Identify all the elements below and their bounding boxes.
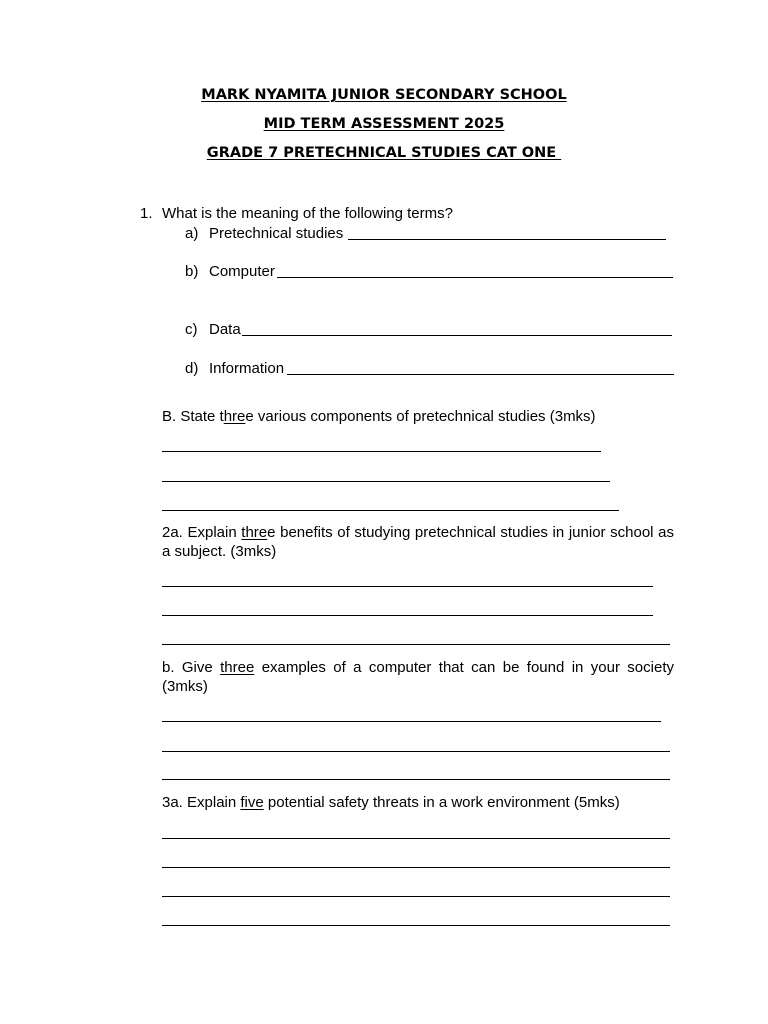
q3a-line-4[interactable] bbox=[162, 925, 670, 926]
q1a-term: Pretechnical studies bbox=[209, 225, 344, 242]
q1b-answer-line[interactable] bbox=[277, 277, 673, 278]
assessment-title: MID TERM ASSESSMENT 2025 bbox=[263, 116, 505, 132]
q3a-line-1[interactable] bbox=[162, 838, 670, 839]
q1a-answer-line[interactable] bbox=[348, 239, 666, 240]
q1d-term: Information bbox=[209, 360, 285, 377]
q3a-emphasis: five bbox=[240, 794, 264, 811]
q1c-marker: c) bbox=[185, 321, 198, 338]
q1b-line-1[interactable] bbox=[162, 451, 601, 452]
q1b-marker: b) bbox=[185, 263, 199, 280]
q2a-line-2[interactable] bbox=[162, 615, 653, 616]
q2b-emphasis: three bbox=[220, 659, 255, 676]
q1-number: 1. bbox=[140, 205, 153, 222]
q2a-line-1[interactable] bbox=[162, 586, 653, 587]
q2b-prompt: b. Give three examples of a computer that can be found in your society (3mks) bbox=[162, 659, 674, 695]
school-name: MARK NYAMITA JUNIOR SECONDARY SCHOOL bbox=[201, 87, 567, 103]
q1d-answer-line[interactable] bbox=[287, 374, 674, 375]
q2a-line-3[interactable] bbox=[162, 644, 670, 645]
subject-title: GRADE 7 PRETECHNICAL STUDIES CAT ONE bbox=[206, 145, 562, 161]
q3a-line-2[interactable] bbox=[162, 867, 670, 868]
q1c-term: Data bbox=[209, 321, 241, 338]
q1b-term: Computer bbox=[209, 263, 275, 280]
q2b-line-2[interactable] bbox=[162, 751, 670, 752]
q3a-prompt: 3a. Explain five potential safety threats in a work environment (5mks) bbox=[162, 794, 620, 811]
q2a-emphasis: thre bbox=[241, 524, 268, 541]
q1b-prompt: B. State three various components of pretechnical studies (3mks) bbox=[162, 408, 596, 425]
q1b-line-3[interactable] bbox=[162, 510, 619, 511]
q1a-marker: a) bbox=[185, 225, 199, 242]
q1d-marker: d) bbox=[185, 360, 199, 377]
q1b-line-2[interactable] bbox=[162, 481, 610, 482]
q2a-prompt: 2a. Explain three benefits of studying pretechnical studies in junior school as a subject. (3mks) bbox=[162, 524, 674, 560]
q2b-line-1[interactable] bbox=[162, 721, 661, 722]
q3a-line-3[interactable] bbox=[162, 896, 670, 897]
q1c-answer-line[interactable] bbox=[242, 335, 672, 336]
q1-prompt: What is the meaning of the following terms? bbox=[162, 205, 453, 222]
q1b-emphasis: hre bbox=[223, 408, 246, 425]
q2b-line-3[interactable] bbox=[162, 779, 670, 780]
